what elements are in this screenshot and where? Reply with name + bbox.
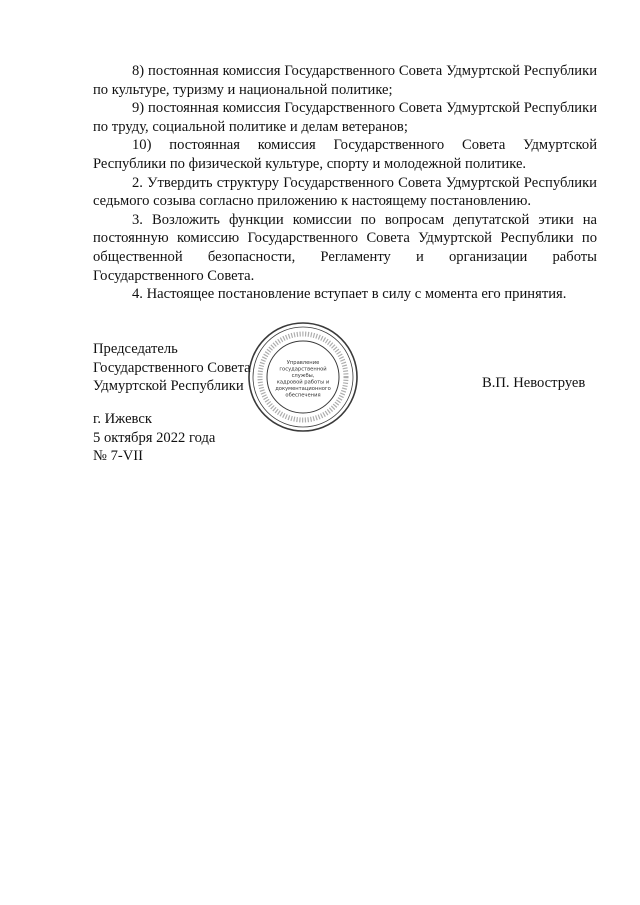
signer-title-line: Государственного Совета	[93, 359, 251, 376]
signer-name: В.П. Невоструев	[482, 375, 586, 391]
list-item-commission-9: 9) постоянная комиссия Государственного Совета Удмуртской Республики по труду, социальной политике и делам ветеранов;	[93, 100, 597, 135]
clause-3: 3. Возложить функции комиссии по вопросам депутатской этики на постоянную комиссию Государственного Совета Удмуртской Республики по общественной безопасности, Регламенту и организации работы Государственного Совета.	[93, 211, 597, 284]
document-body	[93, 62, 597, 304]
list-item-commission-10: 10) постоянная комиссия Государственного Совета Удмуртской Республики по физической культуре, спорту и молодежной политике.	[93, 137, 597, 172]
seal-text-line: кадровой работы и	[276, 379, 330, 386]
document-date: 5 октября 2022 года	[93, 429, 216, 446]
seal-text-line: Управление	[286, 360, 320, 366]
seal-text-line: обеспечения	[285, 392, 321, 399]
signer-title-line: Председатель	[93, 341, 178, 357]
list-item-commission-8: 8) постоянная комиссия Государственного Совета Удмуртской Республики по культуре, туризму и национальной политике;	[93, 63, 597, 98]
seal-text-line: государственной	[279, 366, 327, 373]
place-date-block	[93, 410, 215, 466]
clause-4: 4. Настоящее постановление вступает в силу с момента его принятия.	[132, 286, 567, 303]
clause-2: 2. Утвердить структуру Государственного Совета Удмуртской Республики седьмого созыва согласно приложению к настоящему постановлению.	[93, 174, 597, 210]
document-number: № 7-VII	[93, 448, 143, 465]
signer-title-line: Удмуртской Республики	[93, 378, 244, 395]
seal-text-line: документационного	[275, 386, 331, 392]
city: г. Ижевск	[93, 411, 152, 427]
seal-text-line: службы,	[291, 373, 315, 379]
